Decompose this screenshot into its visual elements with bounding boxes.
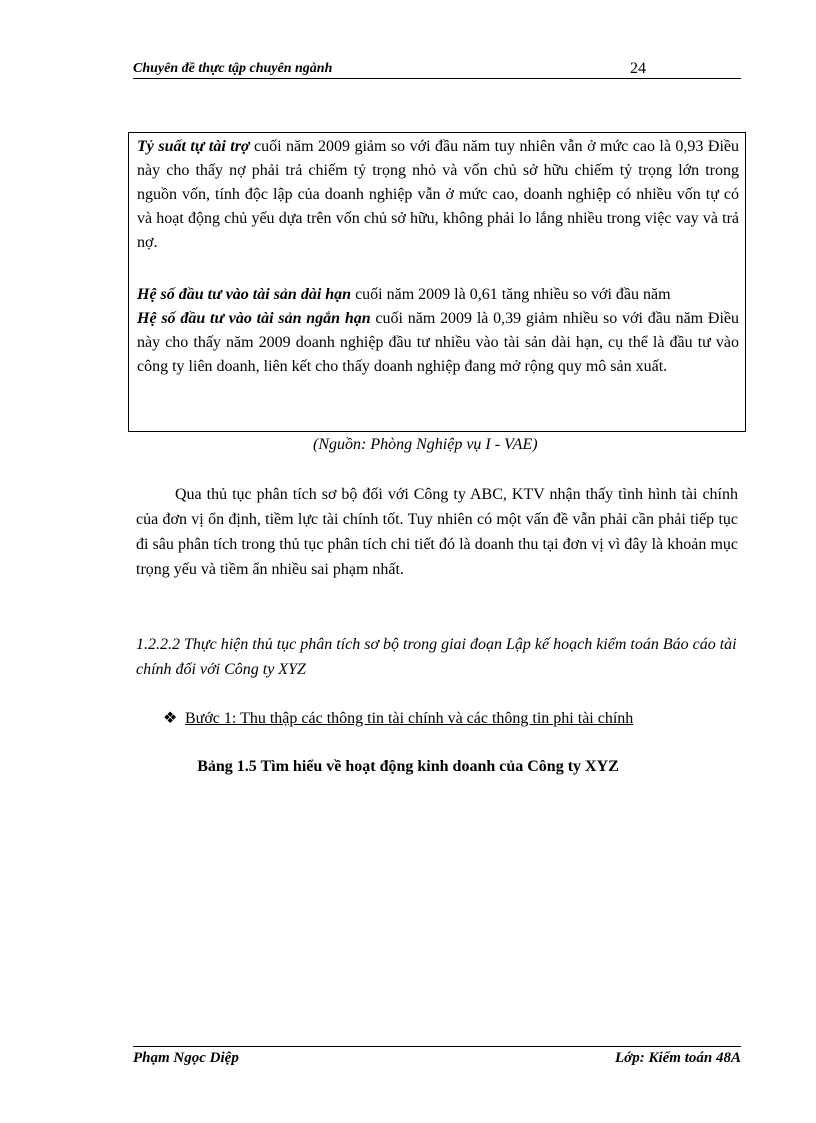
footer-author: Phạm Ngọc Diệp xyxy=(133,1050,239,1066)
term-self-financing-ratio: Tỷ suất tự tài trợ xyxy=(137,138,250,155)
section-heading: 1.2.2.2 Thực hiện thủ tục phân tích sơ bộ trong giai đoạn Lập kế hoạch kiểm toán Báo cáo tài chính đối với Công ty XYZ xyxy=(136,636,737,678)
diamond-bullet-icon: ❖ xyxy=(163,710,178,727)
source-note: (Nguồn: Phòng Nghiệp vụ I - VAE) xyxy=(313,436,538,453)
box-paragraph-2-text: cuối năm 2009 là 0,61 tăng nhiều so với đầu năm xyxy=(351,286,671,303)
box-paragraph-3-text: cuối năm 2009 là 0,39 giảm nhiều so với đầu năm Điều này cho thấy năm 2009 doanh nghiệp đầu tư nhiều vào tài sản dài hạn, cụ thể là đầu tư vào công ty liên doanh, liên kết cho thấy doanh nghiệp đang mở rộng quy mô sản xuất. xyxy=(137,310,739,375)
analysis-box xyxy=(128,132,746,432)
box-paragraph-2 xyxy=(137,283,739,307)
page-number: 24 xyxy=(630,60,646,77)
page-header xyxy=(133,60,741,79)
step-item xyxy=(163,708,633,728)
box-paragraph-3 xyxy=(137,307,739,379)
step-text: Bước 1: Thu thập các thông tin tài chính và các thông tin phi tài chính xyxy=(185,710,634,727)
box-paragraph-1-text: cuối năm 2009 giảm so với đầu năm tuy nhiên vẫn ở mức cao là 0,93 Điều này cho thấy nợ phải trả chiếm tỷ trọng nhỏ và vốn chủ sở hữu chiếm tỷ trọng lớn trong nguồn vốn, tính độc lập của doanh nghiệp vẫn ở mức cao, doanh nghiệp có nhiều vốn tự có và hoạt động chủ yếu dựa trên vốn chủ sở hữu, không phải lo lắng nhiều trong việc vay và trả nợ. xyxy=(137,138,740,251)
box-paragraph-1 xyxy=(137,135,739,255)
body-paragraph: Qua thủ tục phân tích sơ bộ đối với Công ty ABC, KTV nhận thấy tình hình tài chính của đơn vị ổn định, tiềm lực tài chính tốt. Tuy nhiên có một vấn đề vẫn phải cần phải tiếp tục đi sâu phân tích trong thủ tục phân tích chi tiết đó là doanh thu tại đơn vị vì đây là khoản mục trọng yếu và tiềm ẩn nhiều sai phạm nhất. xyxy=(136,486,738,578)
term-short-term-asset-ratio: Hệ số đầu tư vào tài sản ngắn hạn xyxy=(137,310,371,327)
page-footer xyxy=(133,1046,741,1067)
footer-class: Lớp: Kiểm toán 48A xyxy=(615,1050,741,1066)
table-caption: Bảng 1.5 Tìm hiểu về hoạt động kinh doanh của Công ty XYZ xyxy=(197,758,619,775)
header-title: Chuyên đề thực tập chuyên ngành xyxy=(133,61,333,76)
term-long-term-asset-ratio: Hệ số đầu tư vào tài sản dài hạn xyxy=(137,286,352,303)
